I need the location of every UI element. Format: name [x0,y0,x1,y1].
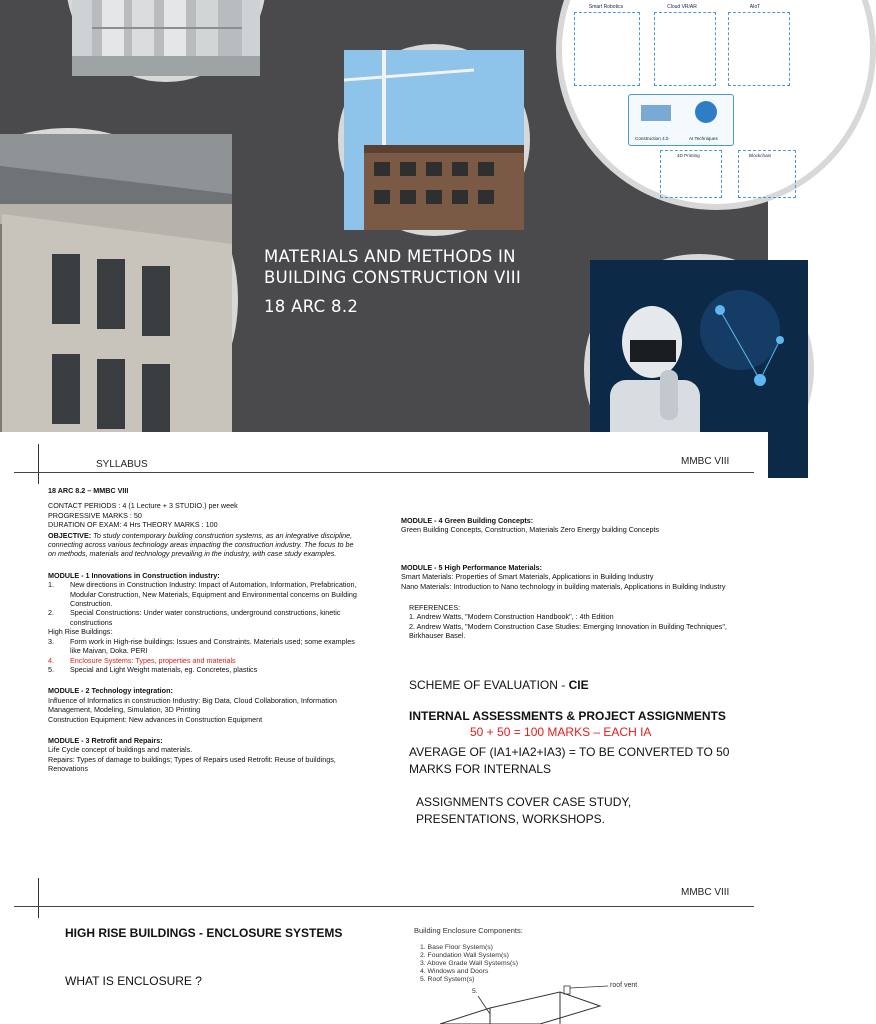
cloud-vrar-label: Cloud VR/AR [667,4,697,10]
item-number: 4. [48,655,54,665]
scheme-label: SCHEME OF EVALUATION - [409,678,569,692]
module3-line2: Repairs: Types of damage to buildings; Types of Repairs used Retrofit: Reuse of buildings, Renovations [48,754,336,774]
enclosure-header-right: MMBC VIII [681,887,730,898]
reference-2: 2. Andrew Watts, "Modern Construction Case Studies: Emerging Innovation in Building Techniques", Birkhauser Basel. [409,621,727,641]
diagram-item-4: 4. Windows and Doors [420,968,489,975]
roof-vent-label: roof vent [610,982,638,989]
scheme-cie: CIE [568,678,589,692]
aiot-label: AIoT [749,4,761,10]
high-rise-heading: High Rise Buildings: [48,627,113,637]
module1-item1 [48,580,360,608]
syllabus-right-column [401,516,741,641]
item-text: Special and Light Weight materials, eg. Concretes, plastics [70,664,258,674]
progressive-marks: PROGRESSIVE MARKS : 50 [48,510,142,520]
syllabus-heading: SYLLABUS [96,459,148,470]
references-label: REFERENCES: [409,603,461,613]
house-sketch [410,922,750,1024]
left-rule [38,444,39,484]
item-text: Form work in High-rise buildings: Issues and Constraints. Materials used; some examples like Maivan, Doka. PERI [70,636,355,656]
center-panel [628,94,734,146]
module3-title: MODULE - 3 Retrofit and Repairs: [48,735,163,745]
enclosure-slide [0,872,768,1024]
exam-duration: DURATION OF EXAM: 4 Hrs THEORY MARKS : 100 [48,520,218,530]
module2-line2: Construction Equipment: New advances in Construction Equipment [48,714,263,724]
aiot-panel [728,12,790,86]
enclosure-diagram [410,922,750,1024]
header-rule [14,906,754,907]
printing-panel [660,150,722,198]
smart-robotics-label: Smart Robotics [588,4,624,10]
item-text: Special Constructions: Under water constructions, underground constructions, kinetic constructions [70,608,341,627]
center-label: Construction 4.0 [635,136,669,141]
diagram-item-3: 3. Above Grade Wall Systems(s) [420,960,518,967]
course-code: 18 ARC 8.2 [264,297,359,316]
module2-title: MODULE - 2 Technology integration: [48,686,173,696]
contact-periods: CONTACT PERIODS : 4 (1 Lecture + 3 STUDIO.) per week [48,501,238,511]
crane-photo [338,44,530,236]
item-number: 1. [48,580,54,590]
cover-slide [0,0,772,432]
formwork-photo [66,0,266,82]
syllabus-header-right: MMBC VIII [681,456,730,467]
module5-title: MODULE - 5 High Performance Materials: [401,562,542,572]
left-rule [38,878,39,918]
header-rule [14,472,754,473]
item-number: 2. [48,608,54,618]
module5-line2: Nano Materials: Introduction to Nano technology in building materials, Applications in Building Industry [401,581,726,591]
factory-icon [641,105,671,121]
diagram-item-1: 1. Base Floor System(s) [420,944,493,951]
module4-title: MODULE - 4 Green Building Concepts: [401,516,534,525]
module1-item5 [48,665,360,674]
objective-label: OBJECTIVE: [48,530,92,540]
marks-each-ia: 50 + 50 = 100 MARKS – EACH IA [470,725,652,739]
blockchain-label: Blockchain [749,153,772,158]
assignments-note: ASSIGNMENTS COVER CASE STUDY, PRESENTATIONS, WORKSHOPS. [416,795,632,826]
brain-icon [695,101,717,123]
objective-text: To study contemporary building construction systems, as an integrative discipline, connecting across various technology areas impacting the construction industry. The focus to be on methods, materials and technology prevailing in the industry, with case study examples. [48,530,354,559]
course-title-line1: MATERIALS AND METHODS IN [264,247,516,266]
course-title [264,246,521,288]
module1-title: MODULE - 1 Innovations in Construction industry: [48,570,220,580]
module5-line1: Smart Materials: Properties of Smart Materials, Applications in Building Industry [401,572,654,582]
objective [48,531,360,559]
module1-item3 [48,637,360,656]
diagram-title: Building Enclosure Components: [414,926,523,935]
callout-5: 5. [472,988,478,995]
enclosure-title: HIGH RISE BUILDINGS - ENCLOSURE SYSTEMS [65,926,343,940]
average-formula: AVERAGE OF (IA1+IA2+IA3) = TO BE CONVERTED TO 50 MARKS FOR INTERNALS [409,745,730,776]
syllabus-slide [0,432,768,872]
references [401,603,741,641]
module4-line: Green Building Concepts, Construction, Materials Zero Energy building Concepts [401,525,660,535]
module1-item4 [48,656,360,665]
item-number: 5. [48,664,54,674]
robotics-panel [574,12,640,86]
course-line: 18 ARC 8.2 – MMBC VIII [48,486,129,495]
internal-assessments: INTERNAL ASSESSMENTS & PROJECT ASSIGNMENTS [409,709,726,723]
construction-4-infographic [556,0,876,210]
printing-label: 4D Printing [677,153,700,158]
syllabus-left-column [48,486,360,774]
item-number: 3. [48,636,54,646]
item-text: Enclosure Systems: Types, properties and materials [70,655,236,665]
ai-label: AI Techniques [689,136,718,141]
module1-item2 [48,608,360,627]
enclosure-question: WHAT IS ENCLOSURE ? [65,974,202,988]
module2-line1: Influence of Informatics in construction Industry: Big Data, Cloud Collaboration, Information Management, Modeling, Simulation, 3D Printing [48,695,337,715]
cloud-panel [654,12,716,86]
course-title-line2: BUILDING CONSTRUCTION VIII [264,268,522,287]
diagram-item-5: 5. Roof System(s) [420,976,475,983]
item-text: New directions in Construction Industry: Impact of Automation, Information, Prefabrication, Modular Construction, New Materials, Equipment and Environmental concerns on Building Construction. [70,580,357,609]
reference-1: 1. Andrew Watts, "Modern Construction Handbook", : 4th Edition [409,612,614,622]
diagram-item-2: 2. Foundation Wall System(s) [420,952,509,959]
scheme-of-evaluation [409,678,589,692]
building-photo [0,128,238,470]
module3-line1: Life Cycle concept of buildings and materials. [48,745,193,755]
blockchain-panel [738,150,796,198]
